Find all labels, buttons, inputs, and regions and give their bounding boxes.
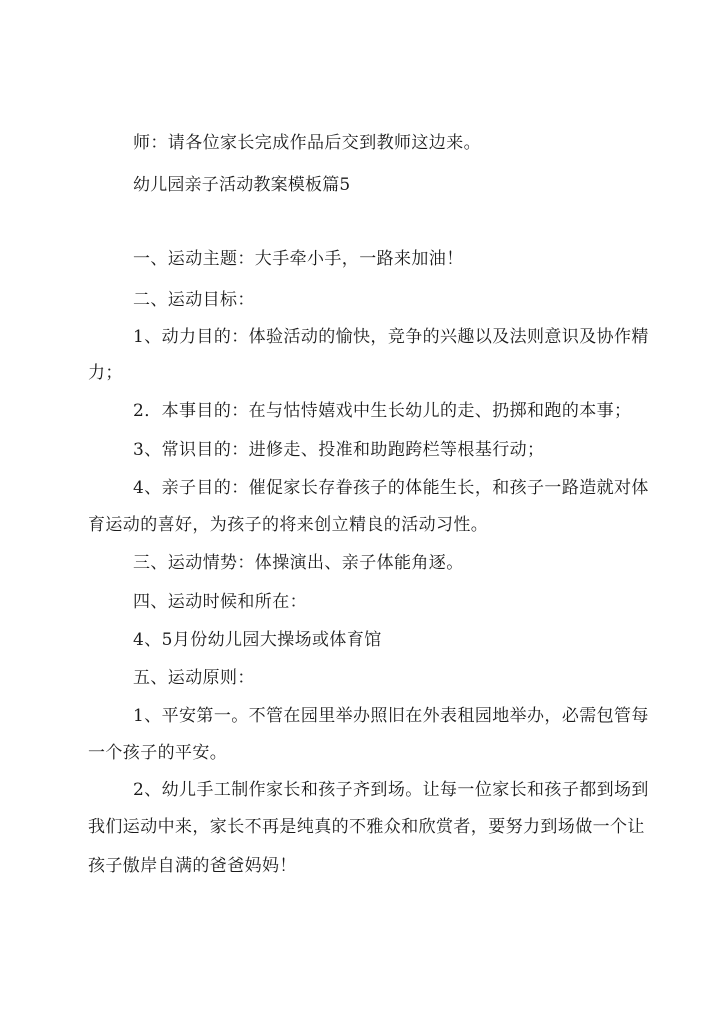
paragraph-line: 力； bbox=[88, 363, 123, 383]
section-heading: 四、运动时候和所在： bbox=[133, 592, 307, 612]
section-heading: 五、运动原则： bbox=[133, 668, 255, 688]
paragraph-line: 育运动的喜好，为孩子的将来创立精良的活动习性。 bbox=[88, 515, 489, 535]
paragraph-line: 师：请各位家长完成作品后交到教师这边来。 bbox=[133, 133, 481, 153]
paragraph-line: 4、5月份幼儿园大操场或体育馆 bbox=[133, 630, 382, 650]
document-title: 幼儿园亲子活动教案模板篇5 bbox=[133, 175, 351, 195]
paragraph-line: 1、动力目的：体验活动的愉快，竞争的兴趣以及法则意识及协作精 bbox=[133, 327, 649, 347]
section-heading: 二、运动目标： bbox=[133, 290, 255, 310]
paragraph-line: 我们运动中来，家长不再是纯真的不雅众和欣赏者，要努力到场做一个让 bbox=[88, 817, 645, 837]
paragraph-line: 1、平安第一。不管在园里举办照旧在外表租园地举办，必需包管每 bbox=[133, 706, 649, 726]
paragraph-line: 3、常识目的：进修走、投准和助跑跨栏等根基行动； bbox=[133, 440, 545, 460]
section-heading: 一、运动主题：大手牵小手，一路来加油！ bbox=[133, 249, 464, 269]
paragraph-line: 2、幼儿手工制作家长和孩子齐到场。让每一位家长和孩子都到场到 bbox=[133, 780, 649, 800]
section-heading: 三、运动情势：体操演出、亲子体能角逐。 bbox=[133, 553, 464, 573]
paragraph-line: 孩子傲岸自满的爸爸妈妈！ bbox=[88, 856, 297, 876]
paragraph-line: 2．本事目的：在与怙恃嬉戏中生长幼儿的走、扔掷和跑的本事； bbox=[133, 401, 632, 421]
paragraph-line: 一个孩子的平安。 bbox=[88, 743, 228, 763]
paragraph-line: 4、亲子目的：催促家长存眷孩子的体能生长，和孩子一路造就对体 bbox=[133, 478, 649, 498]
